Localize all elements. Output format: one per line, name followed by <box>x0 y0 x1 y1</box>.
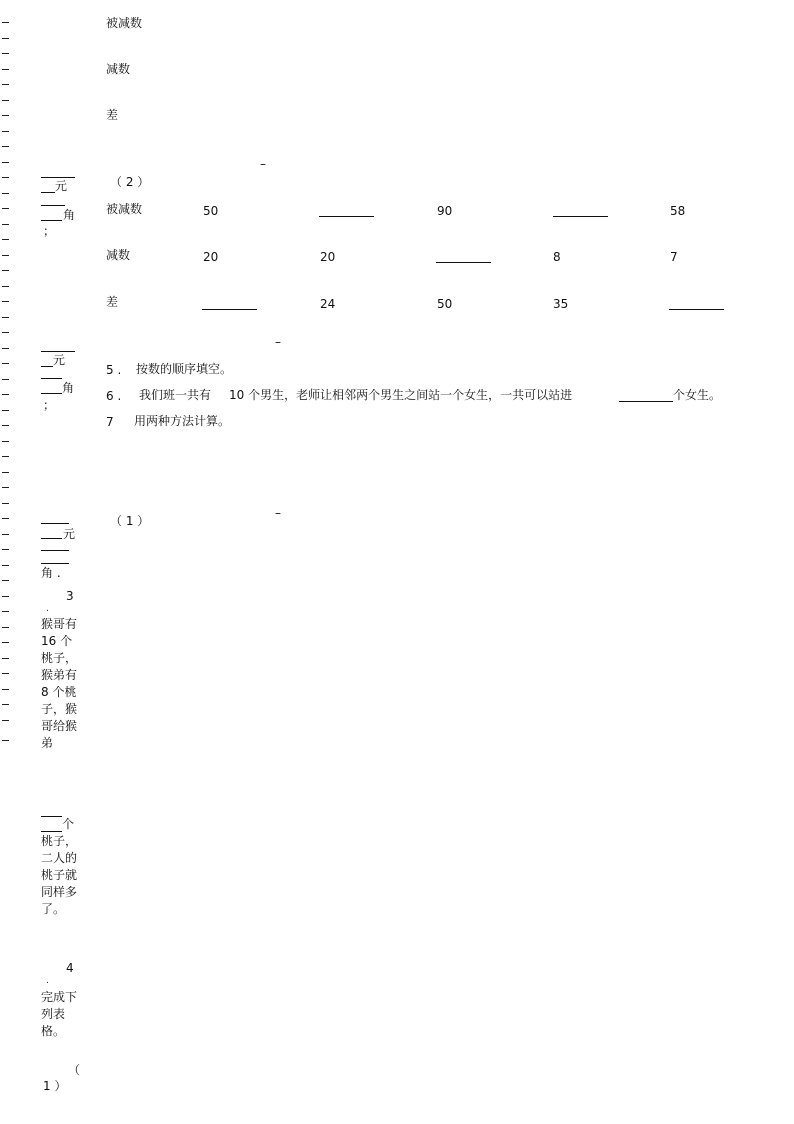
answer-blank[interactable] <box>436 262 491 263</box>
answer-blank[interactable] <box>41 192 55 193</box>
table-cell: 50 <box>203 204 219 218</box>
q4-sub-label: 1 ） <box>43 1079 67 1093</box>
q5-text: 按数的顺序填空。 <box>136 362 233 376</box>
table-cell: 50 <box>437 297 453 311</box>
table-cell: 24 <box>320 297 336 311</box>
answer-blank[interactable] <box>41 538 62 539</box>
difference-label-2: 差 <box>106 295 119 309</box>
table-cell: 20 <box>320 250 336 264</box>
q3-text-a: 猴哥有16 个桃子，猴弟有8 个桃子，猴哥给猴弟 <box>41 617 78 750</box>
q4-text: 完成下列表格。 <box>41 990 78 1038</box>
semicolon: ； <box>43 398 56 412</box>
jiao-unit: 角 <box>63 208 76 222</box>
answer-blank[interactable] <box>41 220 62 221</box>
answer-blank[interactable] <box>41 205 65 206</box>
q5-number: 5 . <box>106 363 122 377</box>
stray-mark: – <box>275 335 281 349</box>
minuend-label-1: 被减数 <box>106 16 143 30</box>
stray-mark: – <box>275 506 281 520</box>
yuan-unit: 元 <box>55 179 68 193</box>
answer-blank[interactable] <box>553 216 608 217</box>
q4-paren: （ <box>68 1063 81 1077</box>
answer-blank[interactable] <box>41 816 62 817</box>
jiao-unit: 角 <box>62 381 75 395</box>
difference-label-1: 差 <box>106 108 119 122</box>
answer-blank[interactable] <box>619 401 673 402</box>
section-1-label: （ 1 ） <box>110 514 150 528</box>
answer-blank[interactable] <box>669 309 724 310</box>
q4-dot: . <box>46 976 49 986</box>
table-cell: 7 <box>670 250 678 264</box>
q3-text-b: 桃子，二人的桃子就同样多了。 <box>41 834 78 916</box>
subtrahend-label-2: 减数 <box>106 248 131 262</box>
answer-blank[interactable] <box>41 378 62 379</box>
q6-text-b: 10 个男生，老师让相邻两个男生之间站一个女生，一共可以站进 <box>229 388 573 402</box>
minuend-label-2: 被减数 <box>106 202 143 216</box>
q3-dot: . <box>46 604 49 614</box>
q6-text-a: 我们班一共有 <box>139 388 212 402</box>
q6-text-c: 个女生。 <box>673 388 722 402</box>
answer-blank[interactable] <box>41 550 69 551</box>
section-2-label: （ 2 ） <box>110 175 150 189</box>
yuan-unit: 元 <box>63 527 76 541</box>
table-cell: 58 <box>670 204 686 218</box>
table-cell: 90 <box>437 204 453 218</box>
answer-blank[interactable] <box>41 366 53 367</box>
q3-number: 3 <box>66 589 74 603</box>
q7-text: 用两种方法计算。 <box>134 414 231 428</box>
table-cell: 35 <box>553 297 569 311</box>
answer-blank[interactable] <box>202 309 257 310</box>
q7-number: 7 <box>106 415 114 429</box>
table-cell: 20 <box>203 250 219 264</box>
answer-blank[interactable] <box>41 523 69 524</box>
answer-blank[interactable] <box>41 177 75 178</box>
q3-ge: 个 <box>62 817 75 831</box>
answer-blank[interactable] <box>319 216 374 217</box>
answer-blank[interactable] <box>41 393 62 394</box>
answer-blank[interactable] <box>41 831 62 832</box>
semicolon: ； <box>43 224 56 238</box>
answer-blank[interactable] <box>41 351 75 352</box>
stray-mark: – <box>260 157 266 171</box>
table-cell: 8 <box>553 250 561 264</box>
q6-number: 6 . <box>106 389 122 403</box>
q4-number: 4 <box>66 961 74 975</box>
answer-blank[interactable] <box>41 563 69 564</box>
yuan-unit: 元 <box>53 353 66 367</box>
subtrahend-label-1: 减数 <box>106 62 131 76</box>
jiao-unit: 角 . <box>41 566 61 580</box>
